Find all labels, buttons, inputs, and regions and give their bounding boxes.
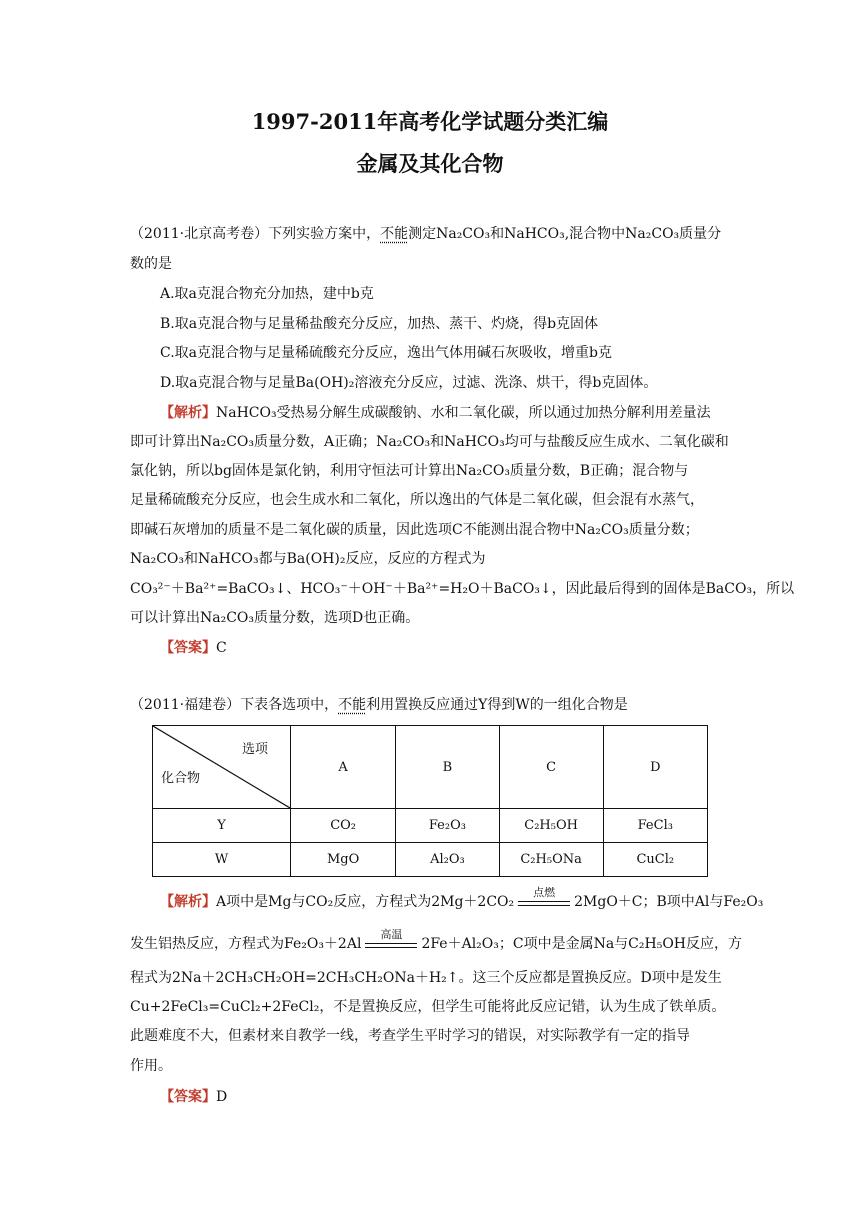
table-cell: C₂H₅OH	[499, 809, 603, 843]
table-row-label: W	[153, 843, 291, 877]
q1-stem-line1: （2011·北京高考卷）下列实验方案中，不能测定Na₂CO₃和NaHCO₃,混合物中Na₂CO₃质量分	[130, 226, 722, 242]
q1-analysis-line8: 可以计算出Na₂CO₃质量分数，选项D也正确。	[130, 610, 420, 626]
q1-analysis-line4: 足量稀硫酸充分反应，也会生成水和二氧化，所以逸出的气体是二氧化碳，但会混有水蒸气，	[130, 492, 704, 508]
q2-analysis-line4: Cu+2FeCl₃=CuCl₂+2FeCl₂，不是置换反应，但学生可能将此反应记错，认为生成了铁单质。	[130, 999, 726, 1015]
q2-emphasis: 不能	[338, 697, 367, 713]
options-table	[152, 725, 708, 877]
q2-analysis-line1: 【解析】A项中是Mg与CO₂反应，方程式为2Mg＋2CO₂ 点燃 2MgO＋C；B项中Al与Fe₂O₃	[160, 886, 764, 910]
table-cell: CO₂	[291, 809, 396, 843]
table-row	[153, 809, 708, 843]
table-cell: MgO	[291, 843, 396, 877]
q1-analysis-line5: 即碱石灰增加的质量不是二氧化碳的质量，因此选项C不能测出混合物中Na₂CO₃质量分数；	[130, 522, 699, 538]
table-row	[153, 843, 708, 877]
table-cell: CuCl₂	[603, 843, 707, 877]
q1-answer	[160, 638, 760, 658]
reaction-arrow-heat: 高温	[363, 937, 419, 951]
q2-analysis-line6: 作用。	[130, 1058, 172, 1074]
document-subtitle: 金属及其化合物	[356, 151, 504, 176]
q2-answer-tag: 【答案】	[160, 1089, 216, 1105]
q2-analysis-tag: 【解析】	[160, 894, 216, 910]
q1-option-b: B.取a克混合物与足量稀盐酸充分反应，加热、蒸干、灼烧，得b克固体	[160, 316, 599, 332]
q1-option-a: A.取a克混合物充分加热，建中b克	[160, 286, 374, 302]
table-header-row	[153, 726, 708, 809]
table-header-b: B	[396, 726, 499, 809]
q1-stem-line2: 数的是	[130, 256, 172, 272]
table-cell: C₂H₅ONa	[499, 843, 603, 877]
q2-analysis-line3: 程式为2Na＋2CH₃CH₂OH=2CH₃CH₂ONa＋H₂↑。这三个反应都是置换反应。D项中是发生	[130, 970, 722, 986]
table-cell: FeCl₃	[603, 809, 707, 843]
table-cell: Fe₂O₃	[396, 809, 499, 843]
q1-analysis-line3: 氯化钠，所以bg固体是氯化钠，利用守恒法可计算出Na₂CO₃质量分数，B正确；混合物与	[130, 463, 689, 479]
q1-emphasis: 不能	[380, 226, 409, 242]
table-cell: Al₂O₃	[396, 843, 499, 877]
table-corner-cell	[153, 726, 291, 809]
document-title: 1997-2011年高考化学试题分类汇编	[251, 109, 609, 134]
q1-option-d: D.取a克混合物与足量Ba(OH)₂溶液充分反应，过滤、洗涤、烘干，得b克固体。	[160, 375, 658, 391]
q2-analysis-line5: 此题难度不大，但素材来自教学一线，考查学生平时学习的错误，对实际教学有一定的指导	[130, 1028, 690, 1044]
corner-bottom-label: 化合物	[161, 771, 201, 786]
table-header-c: C	[499, 726, 603, 809]
q1-analysis-line1: 【解析】NaHCO₃受热易分解生成碳酸钠、水和二氧化碳，所以通过加热分解利用差量法	[160, 405, 711, 421]
reaction-arrow-ignite: 点燃	[516, 895, 572, 909]
table-header-a: A	[291, 726, 396, 809]
q1-analysis-line7: CO₃²⁻＋Ba²⁺=BaCO₃↓、HCO₃⁻＋OH⁻＋Ba²⁺=H₂O＋BaCO₃↓，因此最后得到的固体是BaCO₃，所以	[130, 581, 795, 597]
table-row-label: Y	[153, 809, 291, 843]
q2-answer	[160, 1087, 760, 1107]
q1-analysis-line2: 即可计算出Na₂CO₃质量分数，A正确；Na₂CO₃和NaHCO₃均可与盐酸反应生成水、二氧化碳和	[130, 434, 729, 450]
q2-stem: （2011·福建卷）下表各选项中，不能利用置换反应通过Y得到W的一组化合物是	[130, 697, 628, 713]
q1-analysis-line6: Na₂CO₃和NaHCO₃都与Ba(OH)₂反应，反应的方程式为	[130, 551, 486, 567]
q1-answer-value: C	[216, 640, 227, 656]
q1-option-c: C.取a克混合物与足量稀硫酸充分反应，逸出气体用碱石灰吸收，增重b克	[160, 345, 612, 361]
q1-analysis-tag: 【解析】	[160, 405, 216, 421]
table-header-d: D	[603, 726, 707, 809]
q2-analysis-line2: 发生铝热反应，方程式为Fe₂O₃＋2Al 高温 2Fe＋Al₂O₃；C项中是金属Na与C₂H₅OH反应，方	[130, 928, 743, 952]
q2-answer-value: D	[216, 1089, 228, 1105]
corner-top-label: 选项	[241, 742, 268, 757]
q1-answer-tag: 【答案】	[160, 640, 216, 656]
